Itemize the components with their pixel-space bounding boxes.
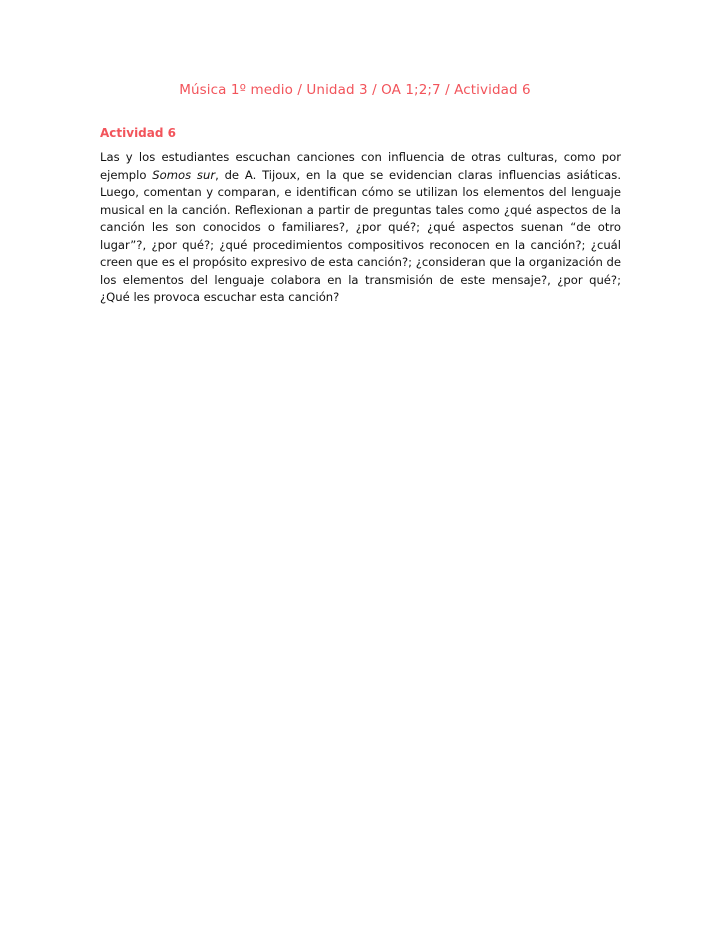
- page-header-breadcrumb: Música 1º medio / Unidad 3 / OA 1;2;7 / Actividad 6: [179, 82, 531, 98]
- activity-description: [100, 149, 621, 307]
- description-text-part-1: Las y los estudiantes escuchan canciones con influencia de otras culturas, como por ejemplo: [100, 150, 621, 182]
- activity-title: Actividad 6: [100, 126, 176, 140]
- song-title: Somos sur: [152, 167, 216, 182]
- description-text-part-2: , de A. Tijoux, en la que se evidencian claras influencias asiáticas. Luego, comentan y comparan, e identifican cómo se utilizan los elementos del lenguaje musical en la canción. Reflexionan a partir de preguntas tales como ¿qué aspectos de la canción les son conocidos o familiares?, ¿por qué?; ¿qué aspectos suenan “de otro lugar”?, ¿por qué?; ¿qué procedimientos compositivos reconocen en la canción?; ¿cuál creen que es el propósito expresivo de esta canción?; ¿consideran que la organización de los elementos del lenguaje colabora en la transmisión de este mensaje?, ¿por qué?; ¿Qué les provoca escuchar esta canción?: [100, 167, 621, 304]
